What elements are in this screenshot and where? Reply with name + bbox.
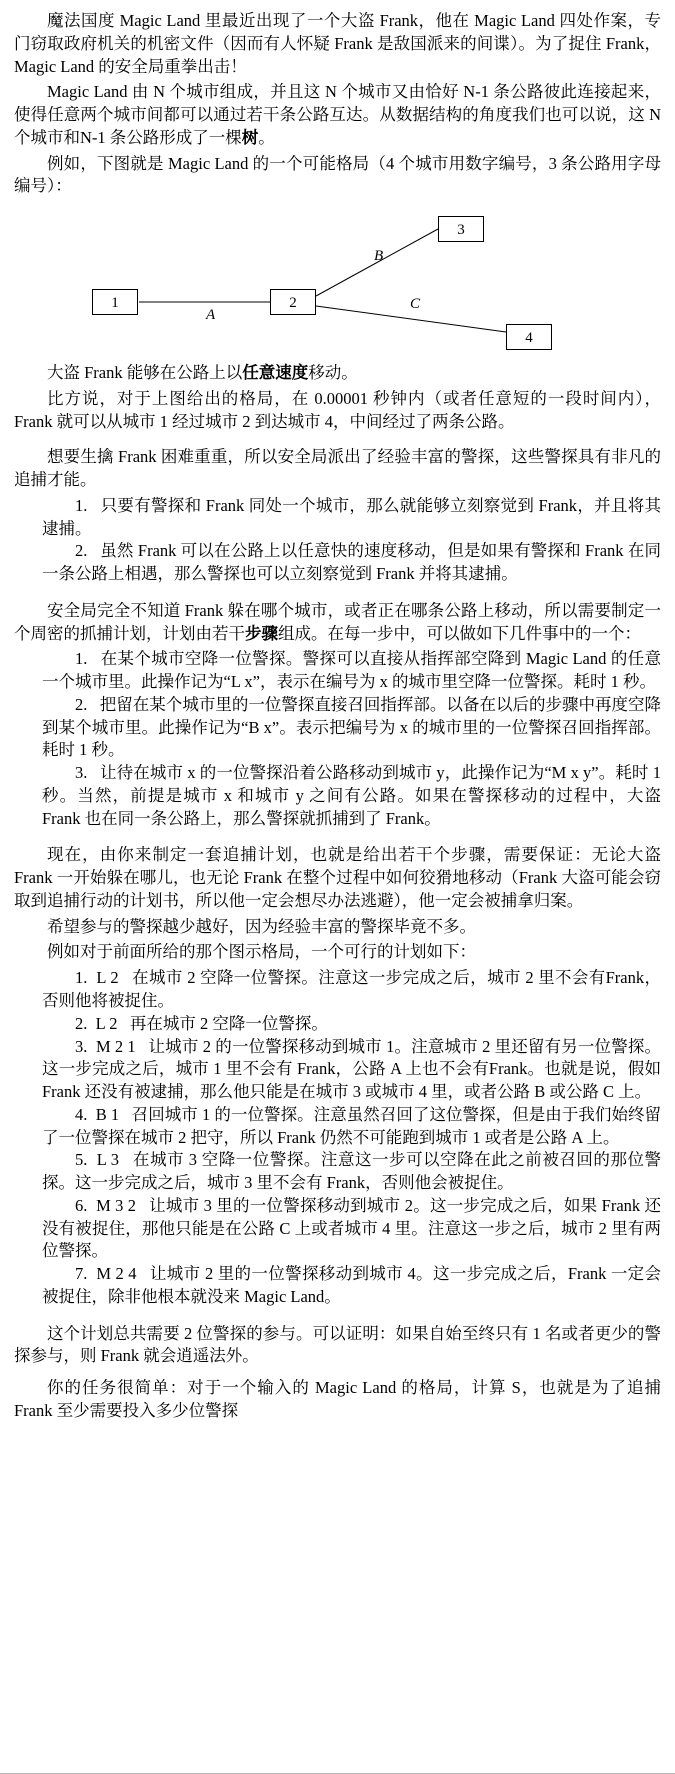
graph-node-4: 4 xyxy=(506,324,552,350)
paragraph-fewer-detectives: 希望参与的警探越少越好，因为经验丰富的警探毕竟不多。 xyxy=(47,916,476,936)
list-item-number: 4. xyxy=(75,1104,88,1124)
paragraph-detectives: 想要生擒 Frank 困难重重，所以安全局派出了经验丰富的警探，这些警探具有非凡的追捕才能。 xyxy=(14,447,661,490)
list-item-number: 2. xyxy=(75,541,88,561)
list-item-command: M 2 4 xyxy=(96,1264,137,1284)
list-item-number: 5. xyxy=(75,1150,88,1170)
list-item-text: 召回城市 1 的一位警探。注意虽然召回了这位警探，但是由于我们始终留了一位警探在城市 2 把守，所以 Frank 仍然不可能跑到城市 1 或者是公路 A 上。 xyxy=(42,1104,662,1147)
list-item-number: 1. xyxy=(75,495,88,515)
paragraph-speed-pre: 大盗 Frank 能够在公路上以 xyxy=(47,363,243,383)
graph-edge-label-c: C xyxy=(410,296,421,313)
paragraph-speed-example: 比方说，对于上图给出的格局，在 0.00001 秒钟内（或者任意短的一段时间内），Frank 就可以从城市 1 经过城市 2 到达城市 4，中间经过了两条公路。 xyxy=(14,388,661,431)
list-item xyxy=(14,762,661,830)
paragraph-example-plan-intro: 例如对于前面所给的那个图示格局，一个可行的计划如下： xyxy=(47,942,476,962)
paragraph-speed xyxy=(14,362,661,385)
list-item xyxy=(14,1263,661,1309)
keyword-step: 步骤 xyxy=(245,623,278,643)
list-item-command: L 2 xyxy=(95,1013,118,1033)
paragraph-example-intro: 例如，下图就是 Magic Land 的一个可能格局（4 个城市用数字编号，3 条公路用字母编号）： xyxy=(14,153,661,196)
paragraph-guarantee: 现在，由你来制定一套追捕计划，也就是给出若干个步骤，需要保证：无论大盗 Frank 一开始躲在哪儿，也无论 Frank 在整个过程中如何狡猾地移动（Frank 大盗可能会窃取到追捕行动的计划书，所以他一定会想尽办法逃避），他一定会被捕拿归案。 xyxy=(14,845,661,911)
graph-figure xyxy=(14,204,661,354)
paragraph-plan-conclusion: 这个计划总共需要 2 位警探的参与。可以证明：如果自始至终只有 1 名或者更少的警探参与，则 Frank 就会逍遥法外。 xyxy=(14,1323,661,1366)
paragraph-structure-tail: 。 xyxy=(258,127,275,147)
list-item-command: L 2 xyxy=(96,968,119,988)
list-item-command: L 3 xyxy=(96,1150,120,1170)
paragraph-plan-pre: 安全局完全不知道 Frank 躲在哪个城市，或者正在哪条公路上移动，所以需要制定一个周密的抓捕计划，计划由若干 xyxy=(14,600,661,643)
list-item-text: 在城市 3 空降一位警探。注意这一步可以空降在此之前被召回的那位警探。这一步完成之后，城市 3 里不会有 Frank，否则他会被捉住。 xyxy=(42,1150,661,1193)
paragraph-plan-post: 组成。在每一步中，可以做如下几件事中的一个： xyxy=(278,623,641,643)
paragraph-plan-steps xyxy=(14,600,661,646)
list-item-text: 让城市 2 的一位警探移动到城市 1。注意城市 2 里还留有另一位警探。这一步完成之后，城市 1 里不会有 Frank，公路 A 上也不会有Frank。也就是说，假如 Frank 还没有被逮捕，那么他只能是在城市 3 或城市 4 里，或者公路 B 或公路 C 上。 xyxy=(42,1036,662,1102)
list-item-number: 3. xyxy=(75,763,88,783)
paragraph-task: 你的任务很简单：对于一个输入的 Magic Land 的格局，计算 S，也就是为了追捕 Frank 至少需要投入多少位警探 xyxy=(14,1378,661,1420)
paragraph-intro: 魔法国度 Magic Land 里最近出现了一个大盗 Frank，他在 Magic Land 四处作案，专门窃取政府机关的机密文件（因而有人怀疑 Frank 是敌国派来的间谍）。为了捉住 Frank，Magic Land 的安全局重拳出击！ xyxy=(14,11,661,76)
list-item-number: 6. xyxy=(75,1195,88,1215)
list-item-number: 7. xyxy=(75,1264,88,1284)
list-item-number: 1. xyxy=(75,649,88,669)
list-item-command: B 1 xyxy=(95,1104,120,1124)
graph-node-2: 2 xyxy=(270,289,316,315)
list-item-text: 让待在城市 x 的一位警探沿着公路移动到城市 y，此操作记为“M x y”。耗时 1 秒。当然，前提是城市 x 和城市 y 之间有公路。如果在警探移动的过程中，大盗 Frank 也在同一条公路上，那么警探就抓捕到了 Frank。 xyxy=(42,763,662,828)
list-item-text: 再在城市 2 空降一位警探。 xyxy=(129,1013,328,1033)
graph-edge-label-a: A xyxy=(206,307,216,324)
keyword-tree: 树 xyxy=(241,127,259,147)
list-item xyxy=(14,648,661,694)
list-item-number: 3. xyxy=(75,1036,88,1056)
list-item-text: 让城市 3 里的一位警探移动到城市 2。这一步完成之后，如果 Frank 还没有被捉住，那他只能是在公路 C 上或者城市 4 里。注意这一步之后，城市 2 里有两位警探。 xyxy=(42,1195,662,1261)
graph-node-3: 3 xyxy=(438,216,484,242)
list-item xyxy=(14,495,661,541)
graph-edge-label-b: B xyxy=(374,248,384,265)
list-item-command: M 2 1 xyxy=(95,1036,136,1056)
list-item-text: 虽然 Frank 可以在公路上以任意快的速度移动，但是如果有警探和 Frank 在同一条公路上相遇，那么警探也可以立刻察觉到 Frank 并将其逮捕。 xyxy=(42,541,661,584)
list-item-text: 把留在某个城市里的一位警探直接召回指挥部。以备在以后的步骤中再度空降到某个城市里。此操作记为“B x”。表示把编号为 x 的城市里的一位警探召回指挥部。耗时 1 秒。 xyxy=(42,694,662,760)
list-item xyxy=(14,1036,661,1104)
list-item xyxy=(14,540,661,586)
graph-node-1: 1 xyxy=(92,289,138,315)
list-item xyxy=(14,1013,661,1036)
paragraph-structure xyxy=(14,81,661,149)
list-item-text: 在某个城市空降一位警探。警探可以直接从指挥部空降到 Magic Land 的任意一个城市里。此操作记为“L x”，表示在编号为 x 的城市里空降一位警探。耗时 1 秒。 xyxy=(42,649,661,692)
keyword-any-speed: 任意速度 xyxy=(242,363,309,383)
paragraph-speed-post: 移动。 xyxy=(308,363,358,383)
list-item xyxy=(14,1195,661,1263)
list-item-text: 在城市 2 空降一位警探。注意这一步完成之后，城市 2 里不会有Frank，否则他将被捉住。 xyxy=(42,968,662,1010)
list-item-number: 2. xyxy=(75,694,88,714)
figure-edges xyxy=(14,204,661,354)
paragraph-structure-text: Magic Land 由 N 个城市组成，并且这 N 个城市又由恰好 N-1 条公路彼此连接起来，使得任意两个城市间都可以通过若干条公路互达。从数据结构的角度我们也可以说，这 N 个城市和N-1 条公路形成了一棵 xyxy=(14,82,661,147)
list-item xyxy=(14,1104,661,1150)
list-item-command: M 3 2 xyxy=(96,1195,137,1215)
list-item xyxy=(14,694,661,762)
list-item xyxy=(14,1149,661,1195)
list-item-text: 只要有警探和 Frank 同处一个城市，那么就能够立刻察觉到 Frank，并且将其逮捕。 xyxy=(42,495,661,538)
list-item-number: 1. xyxy=(75,968,88,988)
list-item-number: 2. xyxy=(75,1013,88,1033)
list-item xyxy=(14,967,661,1013)
list-item-text: 让城市 2 里的一位警探移动到城市 4。这一步完成之后，Frank 一定会被捉住，除非他根本就没来 Magic Land。 xyxy=(42,1264,662,1306)
